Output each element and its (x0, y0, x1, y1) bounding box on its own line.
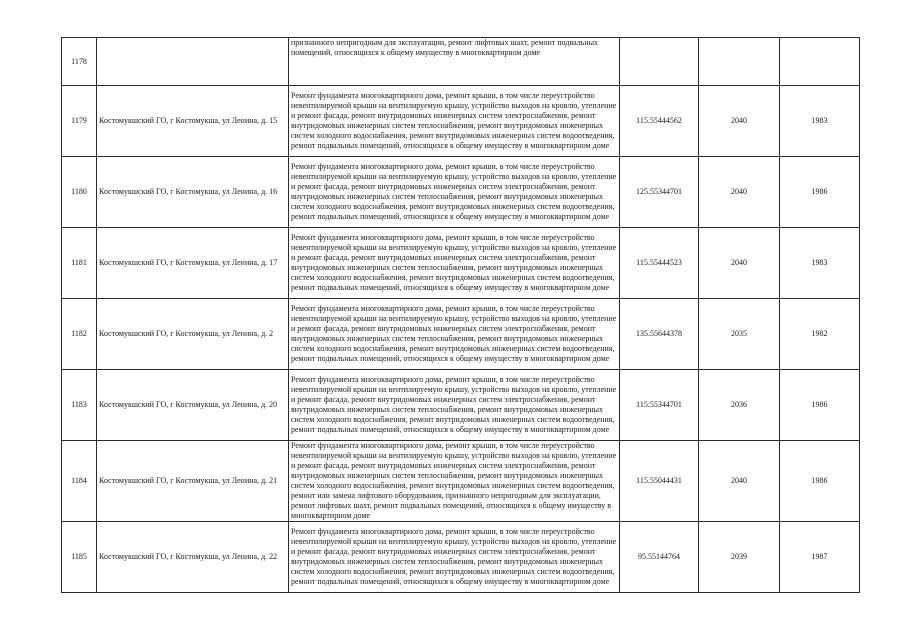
row-built-year (780, 38, 860, 86)
table-row (62, 522, 860, 593)
row-area: 125.55344701 (620, 157, 699, 228)
row-built-year: 1986 (780, 370, 860, 441)
row-area: 115.55344701 (620, 370, 699, 441)
row-area (620, 38, 699, 86)
row-built-year: 1986 (780, 441, 860, 522)
table-row (62, 299, 860, 370)
row-year: 2040 (699, 86, 780, 157)
row-year: 2040 (699, 157, 780, 228)
row-area: 115.55444523 (620, 228, 699, 299)
table-row (62, 370, 860, 441)
row-number: 1178 (62, 38, 97, 86)
row-built-year: 1983 (780, 228, 860, 299)
row-built-year: 1986 (780, 157, 860, 228)
capital-repair-table (61, 37, 860, 593)
table-row (62, 228, 860, 299)
row-year: 2039 (699, 522, 780, 593)
row-number: 1179 (62, 86, 97, 157)
row-area: 95.55144764 (620, 522, 699, 593)
row-number: 1180 (62, 157, 97, 228)
row-address (97, 38, 289, 86)
table-row (62, 441, 860, 522)
row-address: Костомукшский ГО, г Костомукша, ул Ленина, д. 2 (97, 299, 289, 370)
row-year: 2036 (699, 370, 780, 441)
row-address: Костомукшский ГО, г Костомукша, ул Ленина, д. 17 (97, 228, 289, 299)
row-works: Ремонт фундамента многоквартирного дома, ремонт крыши, в том числе переустройство невентилируемой крыши на вентилируемую крышу, устройство выходов на кровлю, утепление и ремонт фасада, ремонт внутридомовых инженерных систем электроснабжения, ремонт внутридомовых инженерных систем теплоснабжения, ремонт внутридомовых инженерных систем холодного водоснабжения, ремонт внутридомовых инженерных систем водоотведения, ремонт подвальных помещений, относящихся к общему имуществу в многоквартирном доме (289, 299, 620, 370)
row-year: 2040 (699, 441, 780, 522)
row-year: 2035 (699, 299, 780, 370)
row-address: Костомукшский ГО, г Костомукша, ул Ленина, д. 21 (97, 441, 289, 522)
table-row (62, 86, 860, 157)
row-built-year: 1983 (780, 86, 860, 157)
row-year: 2040 (699, 228, 780, 299)
row-number: 1182 (62, 299, 97, 370)
row-area: 115.55444562 (620, 86, 699, 157)
table-row (62, 157, 860, 228)
row-year (699, 38, 780, 86)
row-built-year: 1987 (780, 522, 860, 593)
row-address: Костомукшский ГО, г Костомукша, ул Ленина, д. 16 (97, 157, 289, 228)
row-address: Костомукшский ГО, г Костомукша, ул Ленина, д. 20 (97, 370, 289, 441)
row-number: 1185 (62, 522, 97, 593)
row-works: Ремонт фундамента многоквартирного дома, ремонт крыши, в том числе переустройство невентилируемой крыши на вентилируемую крышу, устройство выходов на кровлю, утепление и ремонт фасада, ремонт внутридомовых инженерных систем электроснабжения, ремонт внутридомовых инженерных систем теплоснабжения, ремонт внутридомовых инженерных систем холодного водоснабжения, ремонт внутридомовых инженерных систем водоотведения, ремонт подвальных помещений, относящихся к общему имуществу в многоквартирном доме (289, 86, 620, 157)
table-row (62, 38, 860, 86)
row-works: Ремонт фундамента многоквартирного дома, ремонт крыши, в том числе переустройство невентилируемой крыши на вентилируемую крышу, устройство выходов на кровлю, утепление и ремонт фасада, ремонт внутридомовых инженерных систем электроснабжения, ремонт внутридомовых инженерных систем теплоснабжения, ремонт внутридомовых инженерных систем холодного водоснабжения, ремонт внутридомовых инженерных систем водоотведения, ремонт подвальных помещений, относящихся к общему имуществу в многоквартирном доме (289, 157, 620, 228)
row-area: 135.55644378 (620, 299, 699, 370)
row-works: Ремонт фундамента многоквартирного дома, ремонт крыши, в том числе переустройство невентилируемой крыши на вентилируемую крышу, устройство выходов на кровлю, утепление и ремонт фасада, ремонт внутридомовых инженерных систем электроснабжения, ремонт внутридомовых инженерных систем теплоснабжения, ремонт внутридомовых инженерных систем холодного водоснабжения, ремонт внутридомовых инженерных систем водоотведения, ремонт или замена лифтового оборудования, признанного непригодным для эксплуатации, ремонт лифтовых шахт, ремонт подвальных помещений, относящихся к общему имуществу в многоквартирном доме (289, 441, 620, 522)
row-works: Ремонт фундамента многоквартирного дома, ремонт крыши, в том числе переустройство невентилируемой крыши на вентилируемую крышу, устройство выходов на кровлю, утепление и ремонт фасада, ремонт внутридомовых инженерных систем электроснабжения, ремонт внутридомовых инженерных систем теплоснабжения, ремонт внутридомовых инженерных систем холодного водоснабжения, ремонт внутридомовых инженерных систем водоотведения, ремонт подвальных помещений, относящихся к общему имуществу в многоквартирном доме (289, 522, 620, 593)
row-address: Костомукшский ГО, г Костомукша, ул Ленина, д. 15 (97, 86, 289, 157)
row-address: Костомукшский ГО, г Костомукша, ул Ленина, д. 22 (97, 522, 289, 593)
row-built-year: 1982 (780, 299, 860, 370)
row-number: 1184 (62, 441, 97, 522)
row-area: 115.55044431 (620, 441, 699, 522)
row-number: 1181 (62, 228, 97, 299)
row-works: признанного непригодным для эксплуатации, ремонт лифтовых шахт, ремонт подвальных помещений, относящихся к общему имуществу в многоквартирном доме (289, 38, 620, 86)
row-works: Ремонт фундамента многоквартирного дома, ремонт крыши, в том числе переустройство невентилируемой крыши на вентилируемую крышу, устройство выходов на кровлю, утепление и ремонт фасада, ремонт внутридомовых инженерных систем электроснабжения, ремонт внутридомовых инженерных систем теплоснабжения, ремонт внутридомовых инженерных систем холодного водоснабжения, ремонт внутридомовых инженерных систем водоотведения, ремонт подвальных помещений, относящихся к общему имуществу в многоквартирном доме (289, 370, 620, 441)
row-works: Ремонт фундамента многоквартирного дома, ремонт крыши, в том числе переустройство невентилируемой крыши на вентилируемую крышу, устройство выходов на кровлю, утепление и ремонт фасада, ремонт внутридомовых инженерных систем электроснабжения, ремонт внутридомовых инженерных систем теплоснабжения, ремонт внутридомовых инженерных систем холодного водоснабжения, ремонт внутридомовых инженерных систем водоотведения, ремонт подвальных помещений, относящихся к общему имуществу в многоквартирном доме (289, 228, 620, 299)
row-number: 1183 (62, 370, 97, 441)
